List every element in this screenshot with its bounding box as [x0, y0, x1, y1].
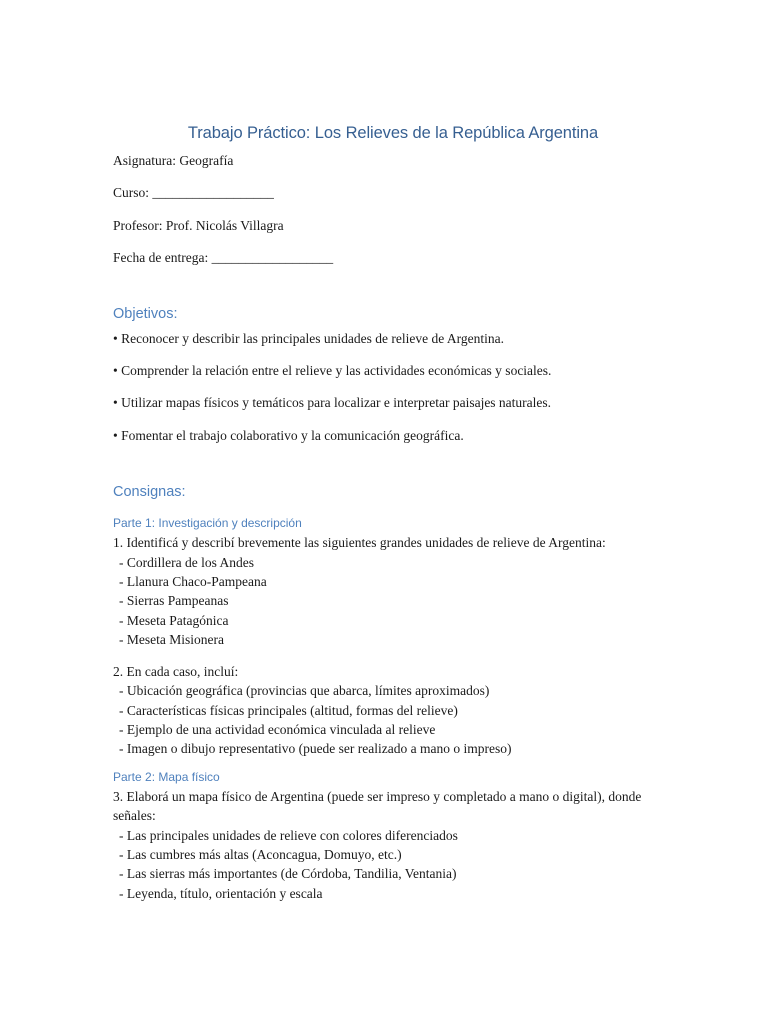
part1-item1 [113, 533, 673, 649]
item1-sub: - Sierras Pampeanas [119, 593, 229, 609]
item3-sub: - Las principales unidades de relieve con colores diferenciados [119, 827, 458, 843]
objective-item: • Utilizar mapas físicos y temáticos para localizar e interpretar paisajes naturales. [113, 395, 552, 411]
item1-sub: - Meseta Misionera [119, 632, 224, 648]
info-course: Curso: __________________ [113, 185, 274, 201]
document-body [113, 121, 673, 903]
item3-text: 3. Elaborá un mapa físico de Argentina (puede ser impreso y completado a mano o digital), donde señales: [113, 788, 642, 824]
item3-sub: - Las cumbres más altas (Aconcagua, Domuyo, etc.) [119, 846, 402, 862]
info-due-date: Fecha de entrega: __________________ [113, 250, 334, 266]
item3-sub: - Las sierras más importantes (de Córdoba, Tandilia, Ventania) [119, 866, 457, 882]
part1-item2 [113, 662, 673, 759]
part1-heading: Parte 1: Investigación y descripción [113, 516, 302, 531]
item2-sub: - Imagen o dibujo representativo (puede ser realizado a mano o impreso) [119, 741, 512, 757]
part2-item3 [113, 787, 673, 903]
info-teacher: Profesor: Prof. Nicolás Villagra [113, 217, 284, 233]
objective-item: • Comprender la relación entre el relieve y las actividades económicas y sociales. [113, 363, 552, 379]
consignas-heading: Consignas: [113, 484, 186, 501]
info-subject: Asignatura: Geografía [113, 153, 234, 168]
item1-text: 1. Identificá y describí brevemente las siguientes grandes unidades de relieve de Argentina: [113, 535, 606, 551]
item2-sub: - Características físicas principales (altitud, formas del relieve) [119, 702, 458, 718]
item1-sub: - Llanura Chaco-Pampeana [119, 574, 267, 590]
item2-sub: - Ejemplo de una actividad económica vinculada al relieve [119, 721, 436, 737]
item3-sub: - Leyenda, título, orientación y escala [119, 885, 323, 901]
objective-item: • Fomentar el trabajo colaborativo y la comunicación geográfica. [113, 427, 464, 443]
objectives-heading: Objetivos: [113, 305, 178, 322]
item1-sub: - Meseta Patagónica [119, 612, 229, 628]
item2-sub: - Ubicación geográfica (provincias que abarca, límites aproximados) [119, 683, 490, 699]
objective-item: • Reconocer y describir las principales unidades de relieve de Argentina. [113, 330, 504, 346]
document-title: Trabajo Práctico: Los Relieves de la República Argentina [187, 124, 599, 142]
item2-text: 2. En cada caso, incluí: [113, 663, 239, 679]
part2-heading: Parte 2: Mapa físico [113, 769, 220, 784]
item1-sub: - Cordillera de los Andes [119, 554, 254, 570]
